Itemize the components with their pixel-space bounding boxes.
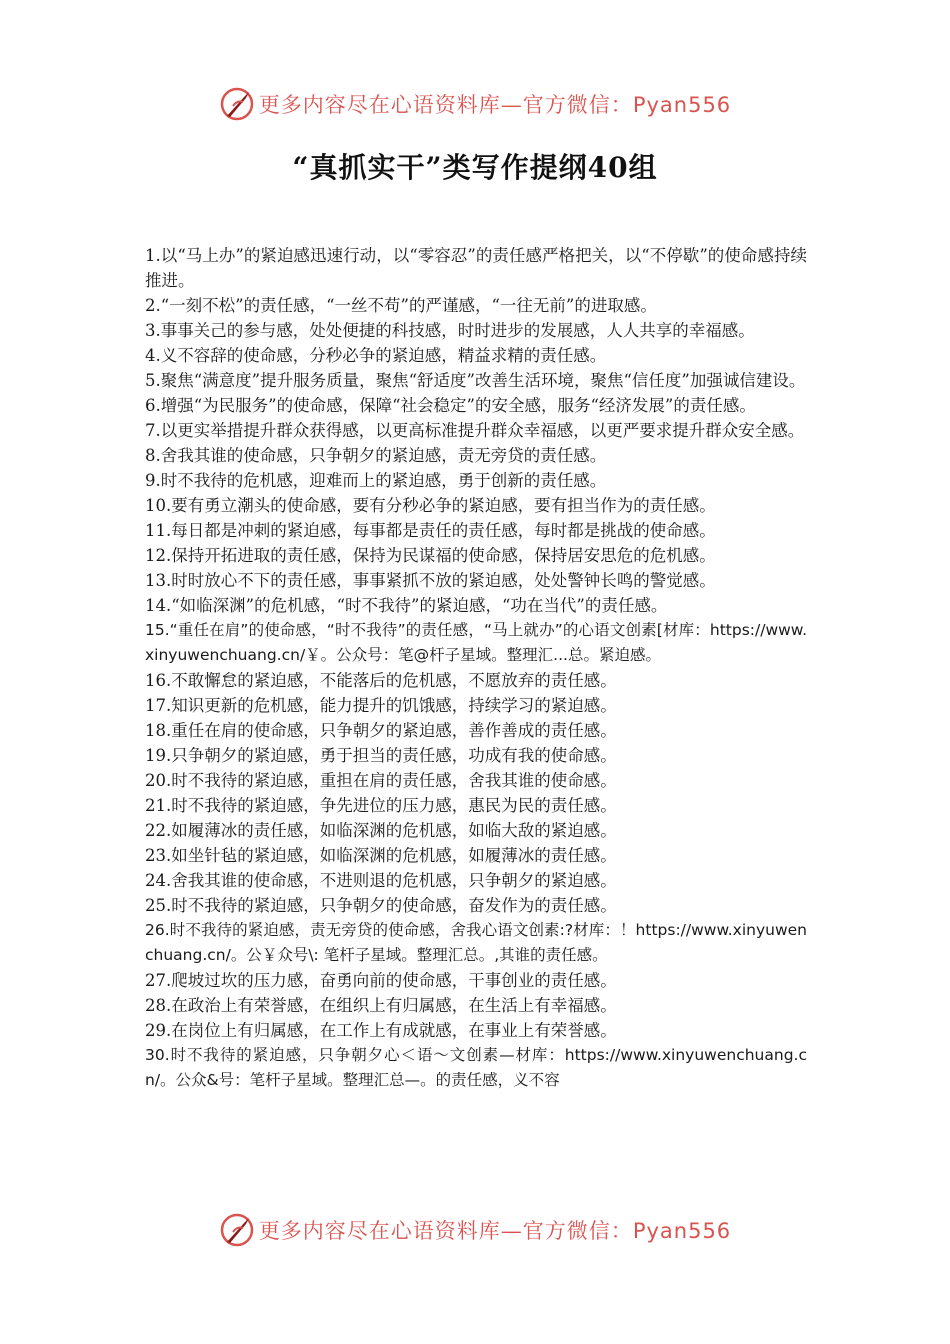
list-item: 18.重任在肩的使命感，只争朝夕的紧迫感，善作善成的责任感。 [145,721,617,740]
list-item: 5.聚焦“满意度”提升服务质量，聚焦“舒适度”改善生活环境，聚焦“信任度”加强诚信建设。 [145,371,806,390]
list-item: 13.时时放心不下的责任感，事事紧抓不放的紧迫感，处处警钟长鸣的警觉感。 [145,571,716,590]
list-item: 9.时不我待的危机感，迎难而上的紧迫感，勇于创新的责任感。 [145,471,607,490]
list-item: 11.每日都是冲刺的紧迫感，每事都是责任的责任感，每时都是挑战的使命感。 [145,521,716,540]
list-item: 28.在政治上有荣誉感，在组织上有归属感，在生活上有幸福感。 [145,996,617,1015]
logo-icon [219,1212,255,1248]
list-item: 2.“一刻不松”的责任感，“一丝不苟”的严谨感，“一往无前”的进取感。 [145,296,657,315]
list-item: 12.保持开拓进取的责任感，保持为民谋福的使命感，保持居安思危的危机感。 [145,546,716,565]
list-item: 24.舍我其谁的使命感，不进则退的危机感，只争朝夕的紧迫感。 [145,871,617,890]
page-title: “真抓实干”类写作提纲40组 [292,151,658,184]
banner-text: 更多内容尽在心语资料库—官方微信：Pyan556 [258,93,732,117]
wechat-id: Pyan556 [632,1219,732,1243]
list-item: 8.舍我其谁的使命感，只争朝夕的紧迫感，责无旁贷的责任感。 [145,446,607,465]
header-watermark [0,84,950,124]
list-item: 4.义不容辞的使命感，分秒必争的紧迫感，精益求精的责任感。 [145,346,607,365]
list-item: 14.“如临深渊”的危机感，“时不我待”的紧迫感，“功在当代”的责任感。 [145,596,668,615]
list-item: 16.不敢懈怠的紧迫感，不能落后的危机感，不愿放弃的责任感。 [145,671,617,690]
list-item: 30.时不我待的紧迫感，只争朝夕心＜语～文创素—材库：https://www.xinyuwenchuang.cn/。公众&号：笔杆子星域。整理汇总—。的责任感，义不容 [145,1046,807,1089]
list-item: 6.增强“为民服务”的使命感，保障“社会稳定”的安全感，服务“经济发展”的责任感。 [145,396,756,415]
list-item: 27.爬坡过坎的压力感，奋勇向前的使命感，干事创业的责任感。 [145,971,617,990]
list-item: 10.要有勇立潮头的使命感，要有分秒必争的紧迫感，要有担当作为的责任感。 [145,496,716,515]
list-item: 17.知识更新的危机感，能力提升的饥饿感，持续学习的紧迫感。 [145,696,617,715]
list-item: 25.时不我待的紧迫感，只争朝夕的使命感，奋发作为的责任感。 [145,896,617,915]
list-item: 3.事事关己的参与感，处处便捷的科技感，时时进步的发展感，人人共享的幸福感。 [145,321,755,340]
list-item: 29.在岗位上有归属感，在工作上有成就感，在事业上有荣誉感。 [145,1021,617,1040]
outline-list [145,243,807,1093]
list-item: 1.以“马上办”的紧迫感迅速行动，以“零容忍”的责任感严格把关，以“不停歇”的使命感持续推进。 [145,246,807,290]
list-item: 7.以更实举措提升群众获得感，以更高标准提升群众幸福感，以更严要求提升群众安全感。 [145,421,805,440]
wechat-id: Pyan556 [632,93,732,117]
list-item: 15.“重任在肩”的使命感，“时不我待”的责任感，“马上就办”的心语文创素[材库：https://www.xinyuwenchuang.cn/￥。公众号：笔@杆子星域。整理汇...总。紧迫感。 [145,621,807,664]
list-item: 26.时不我待的紧迫感，责无旁贷的使命感，舍我心语文创素:?材库：！https://www.xinyuwenchuang.cn/。公￥众号\: 笔杆子星域。整理汇总。,其谁的责任感。 [145,921,807,964]
list-item: 19.只争朝夕的紧迫感，勇于担当的责任感，功成有我的使命感。 [145,746,617,765]
list-item: 22.如履薄冰的责任感，如临深渊的危机感，如临大敌的紧迫感。 [145,821,617,840]
list-item: 21.时不我待的紧迫感，争先进位的压力感，惠民为民的责任感。 [145,796,617,815]
banner-text: 更多内容尽在心语资料库—官方微信：Pyan556 [258,1219,732,1243]
list-item: 20.时不我待的紧迫感，重担在肩的责任感，舍我其谁的使命感。 [145,771,617,790]
footer-watermark [0,1210,950,1250]
logo-icon [219,86,255,122]
list-item: 23.如坐针毡的紧迫感，如临深渊的危机感，如履薄冰的责任感。 [145,846,617,865]
